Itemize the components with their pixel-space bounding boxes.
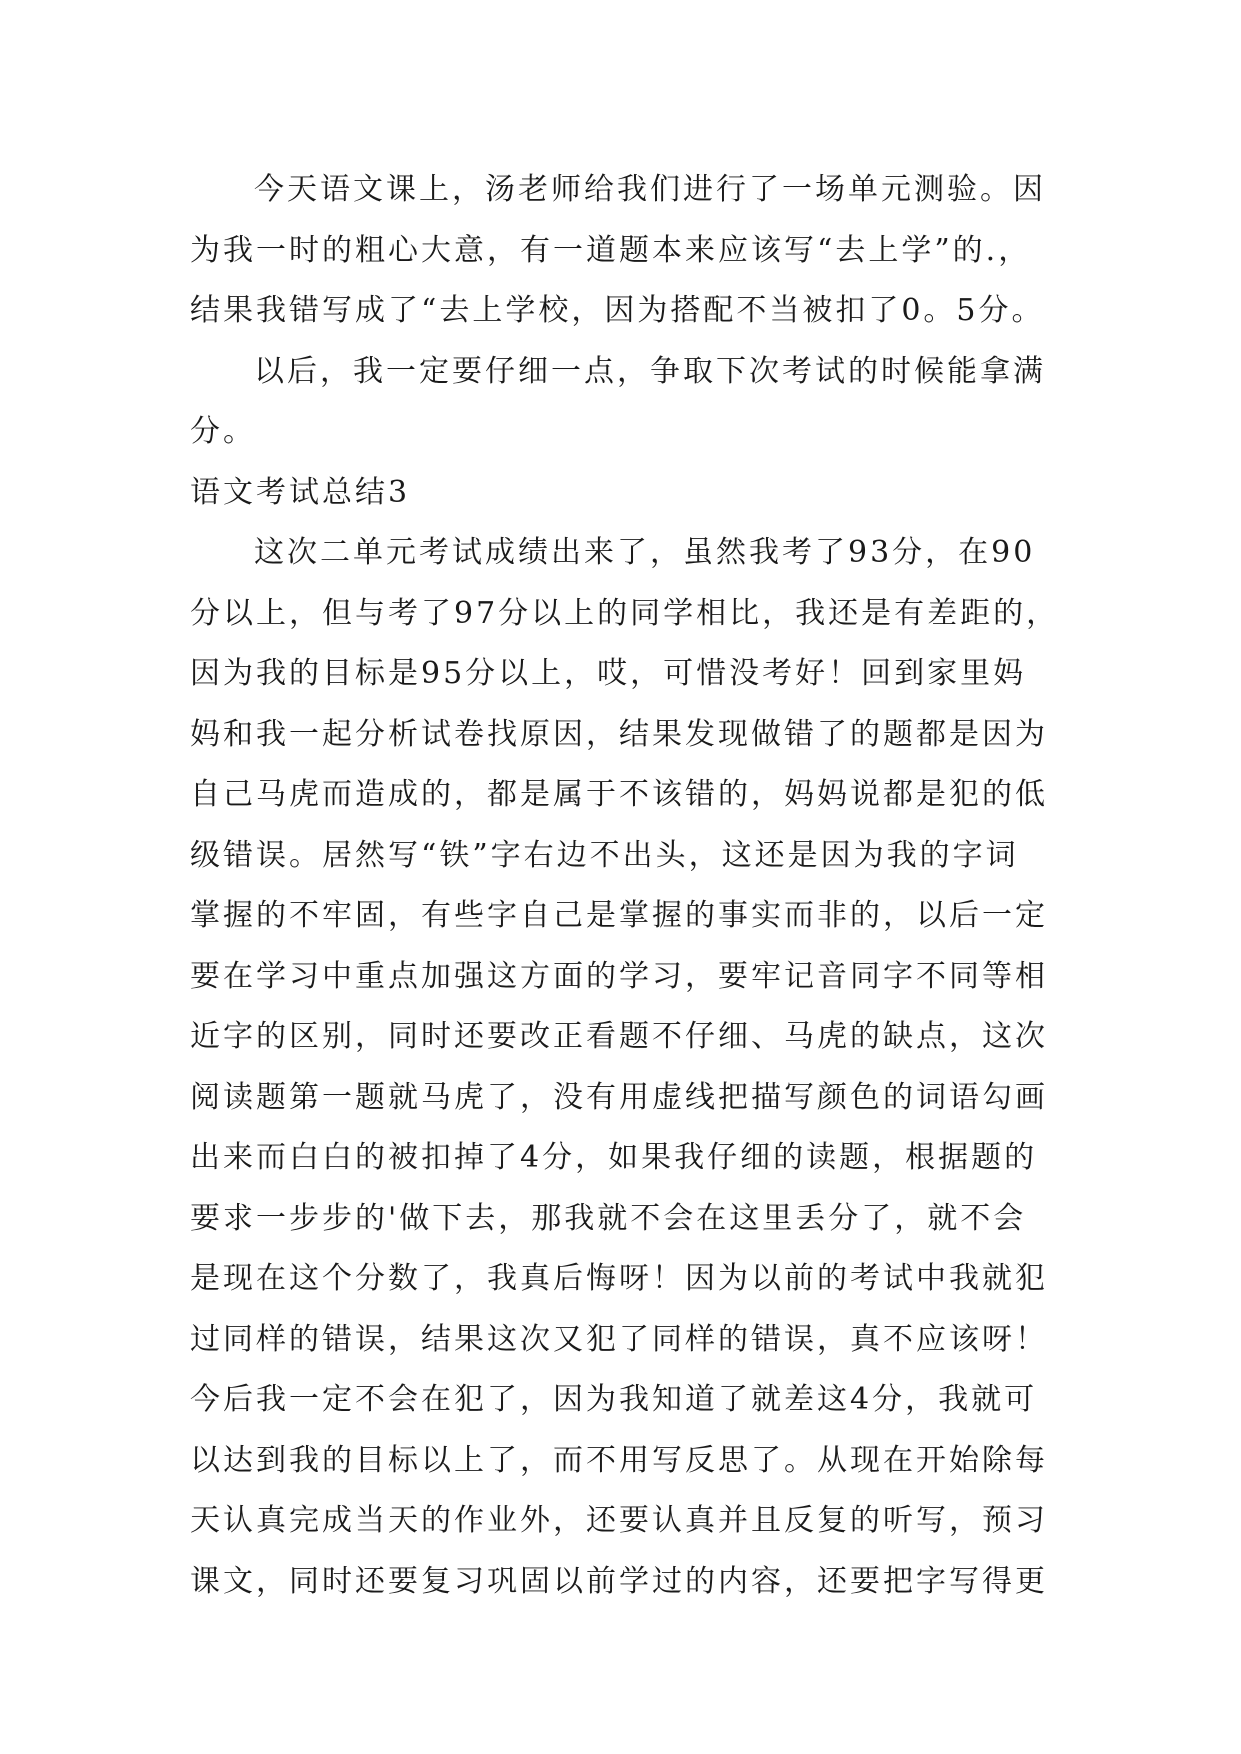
document-body bbox=[190, 160, 1070, 1612]
paragraph-line: 以达到我的目标以上了，而不用写反思了。从现在开始除每 bbox=[190, 1442, 1048, 1478]
paragraph-line: 分以上，但与考了97分以上的同学相比，我还是有差距的， bbox=[190, 595, 1060, 631]
paragraph-line: 这次二单元考试成绩出来了，虽然我考了93分，在90 bbox=[254, 535, 1036, 570]
paragraph-line: 要在学习中重点加强这方面的学习，要牢记音同字不同等相 bbox=[190, 958, 1048, 994]
paragraph-line: 出来而白白的被扣掉了4分，如果我仔细的读题，根据题的 bbox=[190, 1140, 1038, 1175]
paragraph-line: 因为我的目标是95分以上，哎，可惜没考好！回到家里妈 bbox=[190, 656, 1027, 691]
paragraph-line: 阅读题第一题就马虎了，没有用虚线把描写颜色的词语勾画 bbox=[190, 1079, 1048, 1115]
paragraph-line: 分。 bbox=[190, 414, 256, 449]
paragraph-line: 近字的区别，同时还要改正看题不仔细、马虎的缺点，这次 bbox=[190, 1019, 1048, 1054]
paragraph-line: 级错误。居然写“铁”字右边不出头，这还是因为我的字词 bbox=[190, 837, 1019, 873]
paragraph-line: 妈和我一起分析试卷找原因，结果发现做错了的题都是因为 bbox=[190, 716, 1048, 752]
section-heading: 语文考试总结3 bbox=[190, 474, 411, 510]
paragraph-line: 自己马虎而造成的，都是属于不该错的，妈妈说都是犯的低 bbox=[190, 777, 1048, 812]
paragraph-line: 掌握的不牢固，有些字自己是掌握的事实而非的，以后一定 bbox=[190, 898, 1048, 933]
paragraph-line: 要求一步步的'做下去，那我就不会在这里丢分了，就不会 bbox=[190, 1200, 1027, 1236]
paragraph-line: 过同样的错误，结果这次又犯了同样的错误，真不应该呀！ bbox=[190, 1321, 1048, 1357]
paragraph-line: 是现在这个分数了，我真后悔呀！因为以前的考试中我就犯 bbox=[190, 1261, 1048, 1296]
paragraph-line: 天认真完成当天的作业外，还要认真并且反复的听写，预习 bbox=[190, 1503, 1048, 1538]
paragraph-line: 今后我一定不会在犯了，因为我知道了就差这4分，我就可 bbox=[190, 1382, 1038, 1417]
paragraph-line: 为我一时的粗心大意，有一道题本来应该写“去上学”的.， bbox=[190, 232, 1032, 268]
paragraph-line: 以后，我一定要仔细一点，争取下次考试的时候能拿满 bbox=[254, 353, 1046, 389]
paragraph-line: 今天语文课上，汤老师给我们进行了一场单元测验。因 bbox=[254, 172, 1046, 207]
paragraph-line: 结果我错写成了“去上学校，因为搭配不当被扣了0。5分。 bbox=[190, 293, 1045, 328]
paragraph-line: 课文，同时还要复习巩固以前学过的内容，还要把字写得更 bbox=[190, 1563, 1048, 1599]
